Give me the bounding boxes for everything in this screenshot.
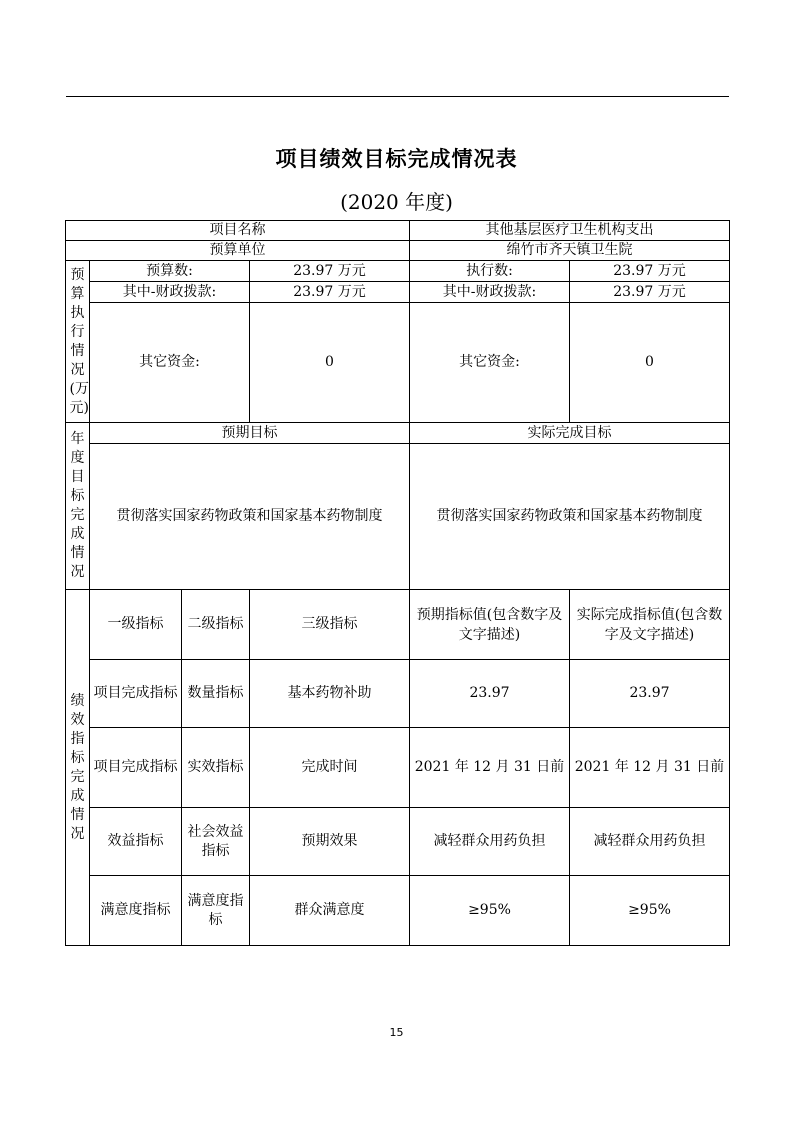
table-row [66,876,730,946]
budget-side-label [66,261,90,423]
fiscal-label-actual: 其中-财政拨款: [410,282,570,303]
other-funds-label-planned: 其它资金: [90,303,250,423]
budget-unit-value: 绵竹市齐天镇卫生院 [410,241,730,261]
annual-side-text: 年度目标完成情况 [70,431,85,580]
indicator-side-label [66,590,90,946]
other-funds-value-actual: 0 [570,303,730,423]
header-level-3: 三级指标 [250,590,410,660]
row1-planned: 23.97 [410,660,570,728]
row4-actual: ≥95% [570,876,730,946]
row2-planned: 2021 年 12 月 31 日前 [410,728,570,808]
budget-unit-row [66,241,730,261]
row3-level-1: 效益指标 [90,808,182,876]
budget-label: 预算数: [90,261,250,282]
planned-target-header: 预期目标 [90,423,410,444]
exec-value: 23.97 万元 [570,261,730,282]
document-year: (2020 年度) [340,190,453,214]
fiscal-label-planned: 其中-财政拨款: [90,282,250,303]
annual-side-label [66,423,90,590]
row1-level-3: 基本药物补助 [250,660,410,728]
header-planned-value-text: 预期指标值(包含数字及文字描述) [416,606,563,643]
performance-table [65,220,730,946]
row2-level-3: 完成时间 [250,728,410,808]
header-actual-value [570,590,730,660]
row4-level-1: 满意度指标 [90,876,182,946]
row2-level-1: 项目完成指标 [90,728,182,808]
row2-actual: 2021 年 12 月 31 日前 [570,728,730,808]
row1-level-1: 项目完成指标 [90,660,182,728]
row4-planned: ≥95% [410,876,570,946]
project-name-label: 项目名称 [66,221,410,241]
table-row [66,808,730,876]
other-funds-label-actual: 其它资金: [410,303,570,423]
table-row [66,660,730,728]
budget-side-text: 预算执行情况(万元) [69,266,89,416]
row1-actual: 23.97 [570,660,730,728]
row3-level-2: 社会效益指标 [182,808,250,876]
project-name-value: 其他基层医疗卫生机构支出 [410,221,730,241]
fiscal-row [66,282,730,303]
budget-amount-row [66,261,730,282]
row1-level-2: 数量指标 [182,660,250,728]
fiscal-value-actual: 23.97 万元 [570,282,730,303]
row3-planned: 减轻群众用药负担 [410,808,570,876]
header-rule [66,96,729,97]
exec-label: 执行数: [410,261,570,282]
other-funds-value-planned: 0 [250,303,410,423]
row2-level-2: 实效指标 [182,728,250,808]
actual-target-header: 实际完成目标 [410,423,730,444]
row4-level-2: 满意度指标 [182,876,250,946]
budget-unit-label: 预算单位 [66,241,410,261]
project-name-row [66,221,730,241]
annual-content-row [66,444,730,590]
indicator-header-row [66,590,730,660]
actual-target-text: 贯彻落实国家药物政策和国家基本药物制度 [410,444,730,590]
header-actual-value-text: 实际完成指标值(包含数字及文字描述) [576,606,723,643]
row3-level-3: 预期效果 [250,808,410,876]
indicator-side-text: 绩效指标完成情况 [70,692,85,842]
row4-level-3: 群众满意度 [250,876,410,946]
header-level-2: 二级指标 [182,590,250,660]
budget-value: 23.97 万元 [250,261,410,282]
header-level-1: 一级指标 [90,590,182,660]
planned-target-text: 贯彻落实国家药物政策和国家基本药物制度 [90,444,410,590]
table-row [66,728,730,808]
other-funds-row [66,303,730,423]
header-planned-value [410,590,570,660]
document-title: 项目绩效目标完成情况表 [275,147,518,171]
fiscal-value-planned: 23.97 万元 [250,282,410,303]
row3-actual: 减轻群众用药负担 [570,808,730,876]
page-number: 15 [389,1026,404,1039]
annual-header-row [66,423,730,444]
